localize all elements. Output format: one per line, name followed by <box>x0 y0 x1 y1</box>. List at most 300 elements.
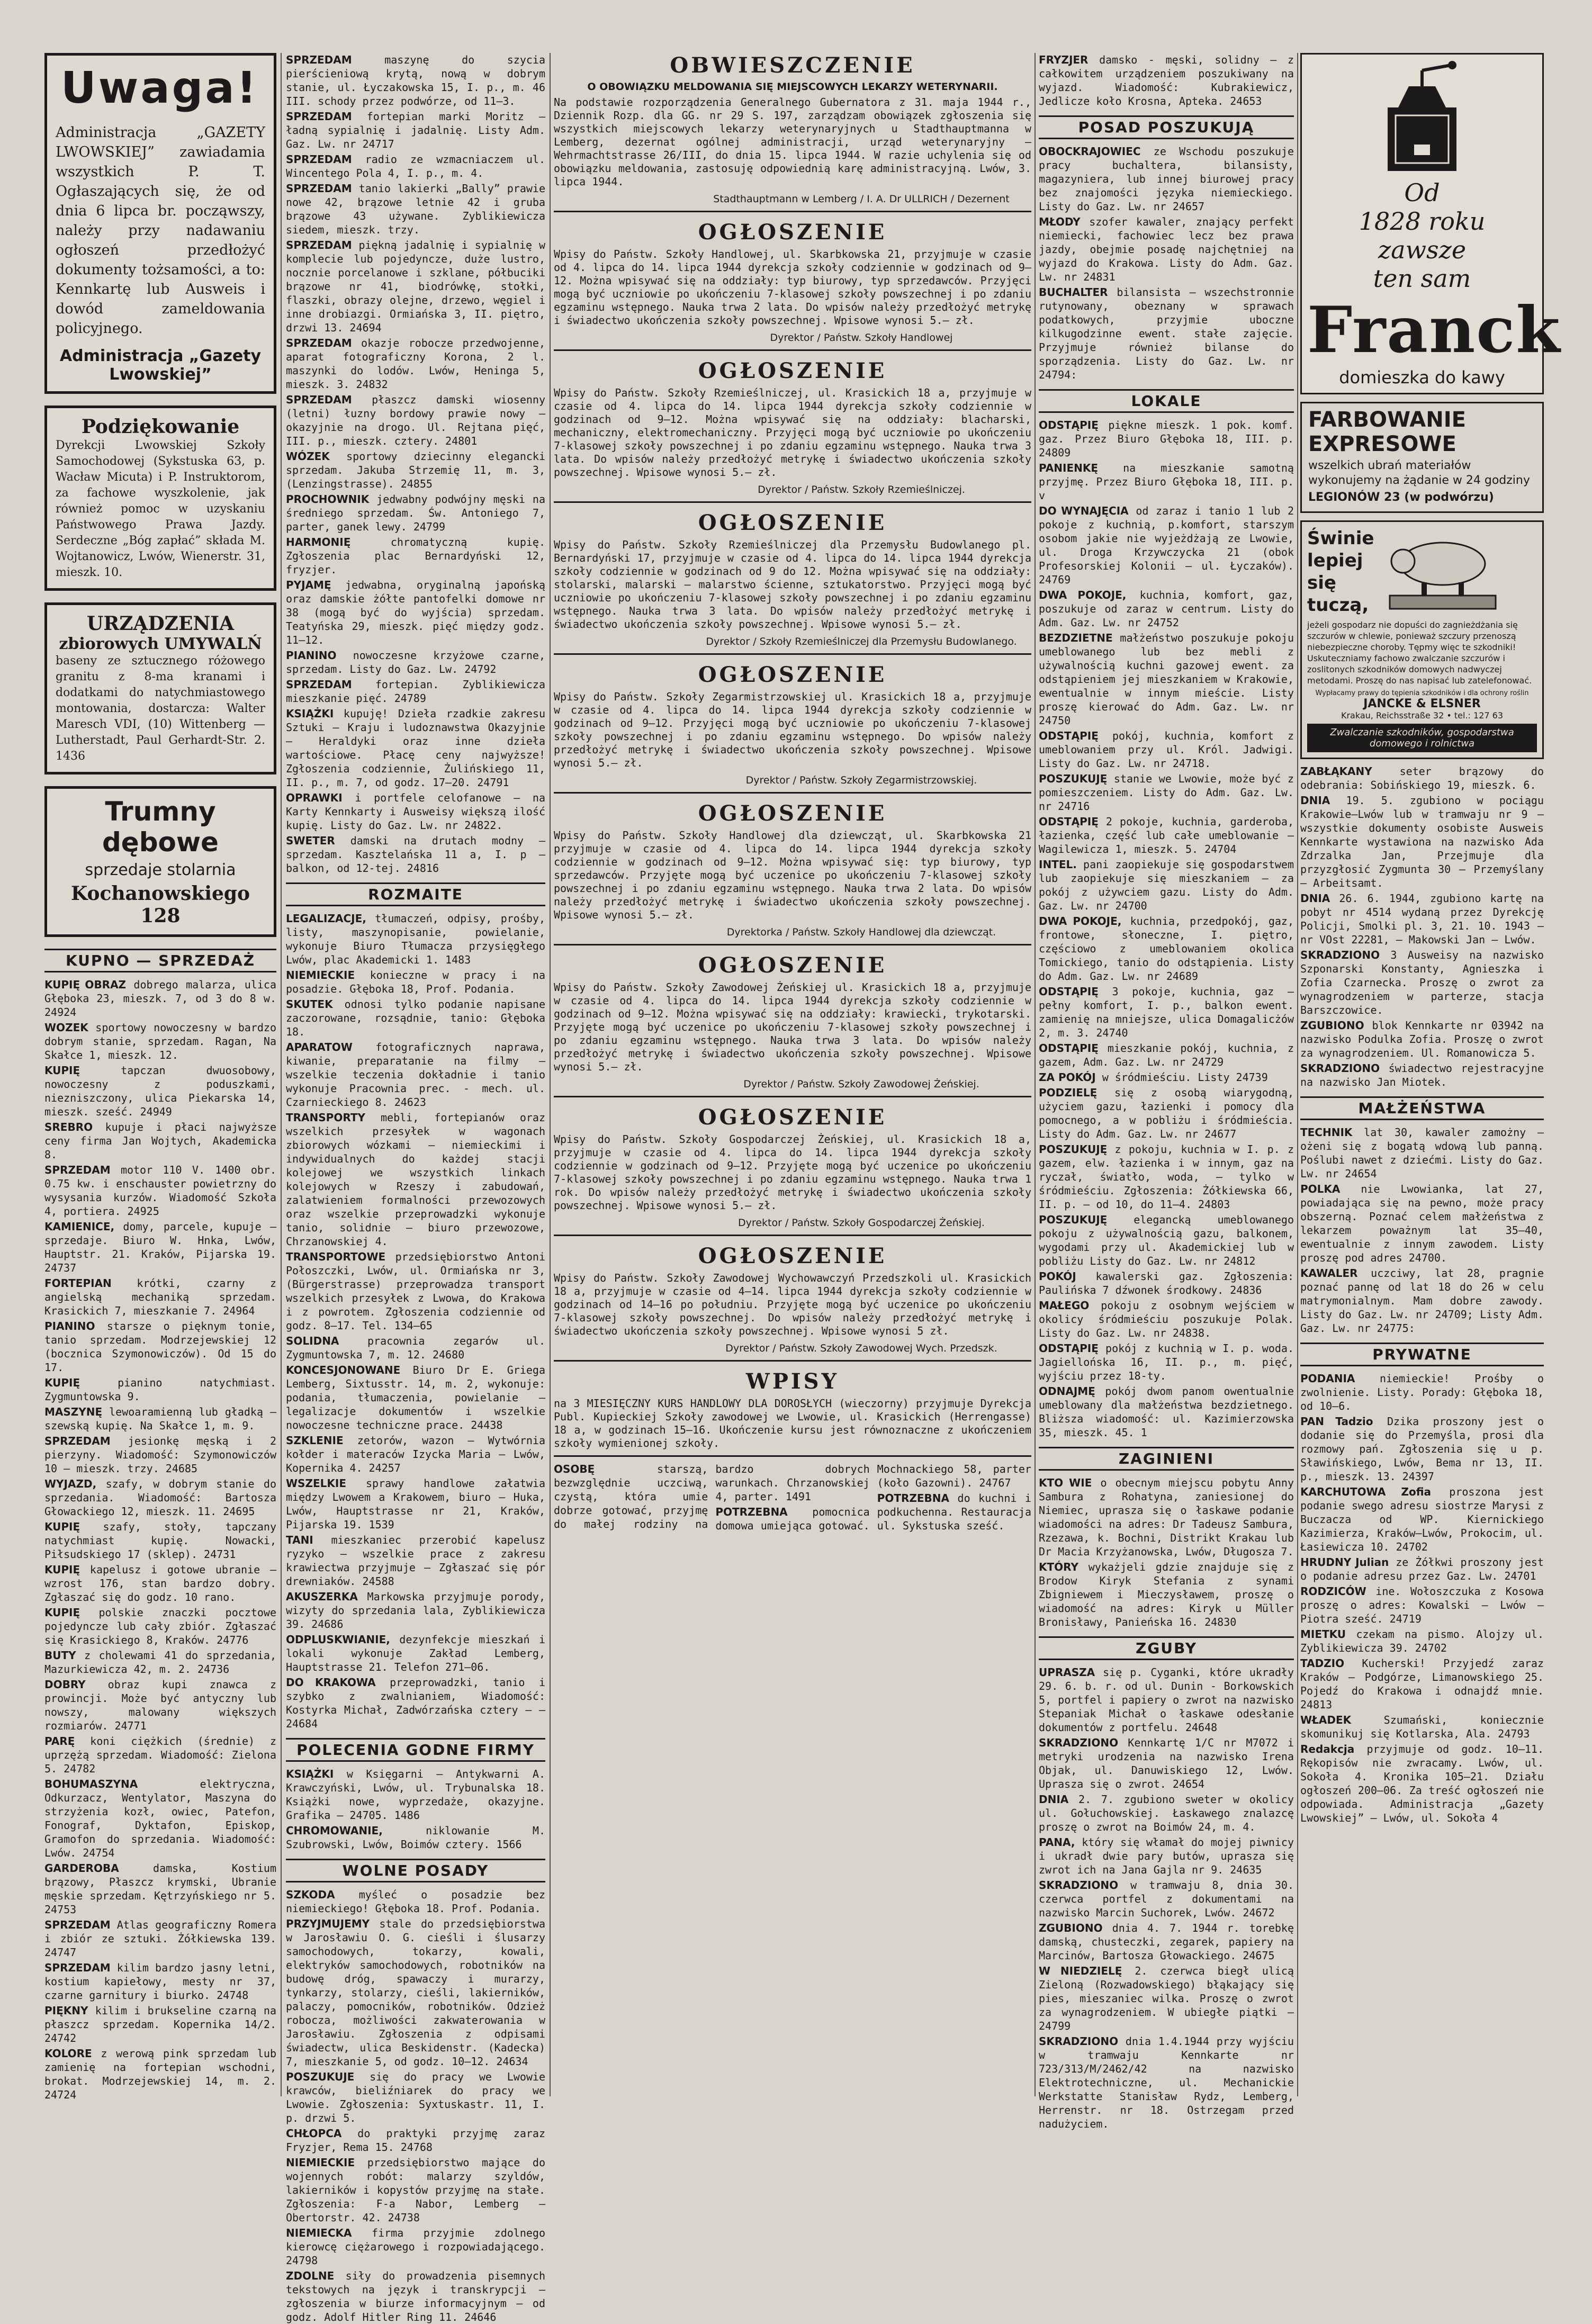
jancke-tagline: Wypłacamy prawy do tępienia szkodników i dla ochrony roślin <box>1315 689 1529 697</box>
announcement-title: OGŁOSZENIE <box>698 1244 887 1268</box>
classified-ad <box>1039 215 1294 284</box>
ad-text: kilim bardzo jasny letni, kostium kapiełowy, mesty nr 37, czarne garnitury i biurko. 24748 <box>44 1961 276 2002</box>
ad-keyword: SZKLENIE <box>286 1434 344 1447</box>
farbowanie-body: wszelkich ubrań materiałów wykonujemy na żądanie w 24 godziny <box>1308 459 1530 487</box>
ad-keyword: PAN Tadzio <box>1300 1415 1373 1428</box>
classified-ad <box>44 978 276 1019</box>
ad-text: kupuję! Dzieła rzadkie zakresu Sztuki — Kraju i ludoznawstwa Okazyjnie — Heraldyki oraz inne dzieła wartościowe. Płacę ceny najwyższe! Zgłoszenia codziennie, Żulińskiego 11, II. p., m. 7, od godz. 17—20. 24791 <box>286 707 545 789</box>
classified-list <box>286 53 545 875</box>
divider <box>554 944 1031 945</box>
ad-text: lat 30, kawaler zamożny — ożeni się z bogatą wdową lub panną. Poślubi nawet z dziećmi. Listy do Gaz. Lw. nr 24654 <box>1300 1126 1544 1180</box>
classified-ad <box>1300 1266 1544 1335</box>
ad-text: elegancką umeblowanego pokoju z używalnością gazu, balkonem, wygodami przy ul. Akademickiej lub w pobliżu Listy do Gaz. Lw. nr 24812 <box>1039 1213 1294 1267</box>
ad-keyword: KUPIĘ <box>44 1376 80 1389</box>
ad-keyword: RODZICÓW <box>1300 1585 1366 1598</box>
classified-ad <box>1039 2034 1294 2131</box>
classified-ad <box>286 1434 545 1475</box>
announcement-title: OGŁOSZENIE <box>698 953 887 978</box>
ad-text: myśleć o posadzie bez niemieckiego! Głęboka 18. Prof. Podania. <box>286 1888 545 1915</box>
classified-ad <box>1039 1041 1294 1069</box>
ad-text: radio ze wzmacniaczem ul. Wincentego Pola 4, I. p., m. 4. <box>286 153 545 179</box>
announcement-signature: Dyrektor / Państw. Szkoły Zawodowej Żeńskiej. <box>743 1078 979 1090</box>
ad-text: maszynę do szycia pierścieniową krytą, nową w dobrym stanie, ul. Łyczakowska 15, I. p., m. 46 III. schody przez podwórze, od 11—3. <box>286 53 545 107</box>
ad-keyword: PRZYJMUJEMY <box>286 1917 370 1930</box>
classified-ad <box>1039 145 1294 213</box>
swinie-line-1: Świnie <box>1307 528 1374 549</box>
ad-text: się z osobą wiarygodną, użyciem gazu, łazienki i pomocy dla pomocnego, a w pobliżu i śródmieścia. Listy do Adm. Gaz. Lw. nr 24677 <box>1039 1086 1294 1140</box>
obwieszczenie-title: OBWIESZCZENIE <box>670 53 915 78</box>
ad-keyword: KUPIĘ OBRAZ <box>44 978 127 991</box>
ad-text: Kennkartę 1/C nr M7072 i metryki urodzenia na nazwisko Irena Objak, ul. Danuwiskiego 12, Lwów. Uprasza się o zwrot. 24654 <box>1039 1736 1294 1790</box>
classified-ad <box>1039 461 1294 502</box>
ad-keyword: SPRZEDAM <box>286 153 352 166</box>
ad-keyword: PIANINO <box>286 649 337 662</box>
ad-text: kupuje i płaci najwyższe ceny firma Jan Wojtych, Akademicka 8. <box>44 1121 276 1161</box>
section-heading: LOKALE <box>1039 389 1294 413</box>
ad-keyword: BEZDZIETNE <box>1039 632 1113 644</box>
classified-ad <box>877 1491 1031 1533</box>
classified-list <box>1300 1125 1544 1335</box>
classified-ad <box>286 152 545 180</box>
ad-keyword: KUPIĘ <box>44 1563 80 1576</box>
classified-ad <box>286 1111 545 1248</box>
ad-text: z cholewami 41 do sprzedania, Mazurkiewicza 42, m. 2. 24736 <box>44 1649 276 1676</box>
ad-keyword: W NIEDZIELĘ <box>1039 1965 1122 1977</box>
ad-keyword: KSIĄŻKI <box>286 707 334 720</box>
classified-ad <box>1039 1384 1294 1439</box>
announcement-body: Wpisy do Państw. Szkoły Zawodowej Żeńskiej ul. Krasickich 18 a, przyjmuje w czasie od 4. lipca do 14. lipca 1944 dyrekcja szkoły codziennie w godzinach od 9—12. Można wpisywać się na oddziały: krawiecki, trykotarski. Przyjęte mogą być uczenice po ukończeniu 7-klasowej szkoły powszechnej i po zdaniu egzaminu wstępnego. Nauka trwa 3 lata. Do wpisów należy przedłożyć metrykę i świadectwo ukończenia szkoły powszechnej. Wpisowe wynosi 5.— zł. <box>554 981 1031 1073</box>
trumny-subtitle: sprzedaje stolarnia <box>85 861 236 879</box>
ad-keyword: KUPIĘ <box>44 1520 80 1533</box>
classified-ad <box>1039 1835 1294 1877</box>
ad-text: stale do przedsiębiorstwa w Jarosławiu O. G. cieśli i ślusarzy samochodowych, tokarzy, kowali, elektryków samochodowych, robotników na budowę dróg, spawaczy i murarzy, tynkarzy, stolarzy, cieśli, lakierników, palaczy, pomocników, robotników. Odzież robocza, możliwości zakwaterowania w Jarosławiu. Zgłoszenia z odpisami świadectw, ulica Beskidenstr. (Kadecka) 7, mieszkanie 5, od godz. 10—12. 24634 <box>286 1917 545 2068</box>
announcement-title: WPISY <box>745 1369 840 1394</box>
ad-text: firma przyjmie zdolnego kierowcę ciężarowego i rozpowiadającego. 24798 <box>286 2227 545 2267</box>
divider <box>554 1360 1031 1362</box>
announcement-body: Wpisy do Państw. Szkoły Zegarmistrzowskiej ul. Krasickich 18 a, przyjmuje w czasie od 4. lipca do 14. lipca 1944 dyrekcja szkoły codziennie w godzinach od 9—12. Przyjęci mogą być uczniowie po ukończeniu 7-klasowej szkoły powszechnej i po zdaniu egzaminu wstępnego. Do wpisów należy przedłożyć metrykę i świadectwo ukończenia szkoły powszechnej. Wpisowe wynosi 5.— zł. <box>554 690 1031 769</box>
classified-ad <box>286 791 545 832</box>
column-rule <box>1297 53 1298 2096</box>
trumny-title: Trumny dębowe <box>102 796 219 858</box>
column-5 <box>1300 53 1561 2096</box>
classified-ad <box>1039 285 1294 382</box>
ad-keyword: WŁADEK <box>1300 1714 1352 1726</box>
classified-ad <box>44 1021 276 1062</box>
ad-text: zetorów, wazon — Wytwórnia kołder i materaców Izycka Maria — Lwów, Kopernika 4. 24257 <box>286 1434 545 1474</box>
classified-ad <box>286 1590 545 1631</box>
classified-ad <box>44 1376 276 1403</box>
ad-text: fortepian marki Moritz — ładną sypialnię i jadalnię. Listy Adm. Gaz. Lw. nr 24717 <box>286 110 545 150</box>
ad-keyword: MŁODY <box>1039 215 1081 228</box>
franck-line-1: Od <box>1404 178 1440 207</box>
classified-ad <box>286 1363 545 1432</box>
announcement-title: OGŁOSZENIE <box>698 220 887 245</box>
ad-keyword: PANA, <box>1039 1836 1075 1849</box>
section-heading: WOLNE POSADY <box>286 1859 545 1882</box>
classified-ad <box>1300 1125 1544 1181</box>
classified-ad <box>1039 631 1294 727</box>
ad-keyword: APARATOW <box>286 1041 353 1053</box>
section-heading: POLECENIA GODNE FIRMY <box>286 1738 545 1762</box>
ad-text: do kuchni i podkuchenna. Restauracja ul. Sykstuska sześć. <box>877 1492 1031 1532</box>
announcement-body: Wpisy do Państw. Szkoły Rzemieślniczej, ul. Krasickich 18 a, przyjmuje w czasie od 4. lipca do 14. lipca 1944 dyrekcja szkoły codziennie w godzinach od 9—12. Można wpisywać się na oddziały: blacharski, mechaniczny, elektromechaniczny. Przyjęci mogą być uczniowie po ukończeniu 7-klasowej szkoły powszechnej i po zdaniu egzaminu wstępnego. Nauka trwa 3 lata. Do wpisów należy przedłożyć metrykę i świadectwo ukończenia szkoły powszechnej. Wpisowe wynosi 5.— zł. <box>554 386 1031 479</box>
ad-keyword: MASZYNĘ <box>44 1406 103 1418</box>
ad-keyword: ODNAJMĘ <box>1039 1385 1095 1398</box>
ad-keyword: KTÓRY <box>1039 1561 1078 1573</box>
classified-ad <box>286 968 545 996</box>
announcement-title: OGŁOSZENIE <box>698 662 887 687</box>
ad-keyword: LEGALIZACJE, <box>286 912 366 925</box>
classified-ad <box>286 110 545 151</box>
ad-keyword: BUCHALTER <box>1039 286 1108 299</box>
ad-text: piękne mieszk. 1 pok. komf. gaz. Przez Biuro Głęboka 18, III. p. 24809 <box>1039 419 1294 459</box>
ad-text: fortepian. Zyblikiewicza mieszkanie pięć. 24789 <box>286 678 545 705</box>
ad-keyword: DNIA <box>1300 892 1330 905</box>
column-rule <box>1035 53 1036 2096</box>
ad-keyword: SKRADZIONO <box>1039 1736 1119 1749</box>
ad-text: starsze o pięknym tonie, tanio sprzedam. Modrzejewskiej 12 (bocznica Szymonowiczów). Od 15 do 17. <box>44 1320 276 1374</box>
classified-ad <box>1039 1086 1294 1141</box>
classified-ad <box>286 1250 545 1332</box>
ad-text: siły do prowadzenia pisemnych tekstowych na język i transkrypcji — zgłoszenia w biurze informacyjnym — od godz. Adolf Hitler Ring 11. 24646 <box>286 2269 545 2323</box>
franck-line-3: zawsze <box>1378 236 1467 264</box>
classified-ad <box>1300 1019 1544 1060</box>
announcement-title: OGŁOSZENIE <box>698 510 887 535</box>
ad-text: proszona jest podanie swego adresu siostrze Marysi z Buczacza od WP. Kiernickiego Kazimierza, Kraków—Lwów, Prokocim, ul. Łasiewicza 10. 24702 <box>1300 1485 1544 1553</box>
ad-text: Kucherski! Przyjedź zaraz Kraków — Podgórze, Limanowskiego 25. Pojedź do Krakowa i odnajdź mnie. 24813 <box>1300 1657 1544 1711</box>
classified-ad <box>44 1563 276 1604</box>
ad-keyword: PROCHOWNIK <box>286 493 370 506</box>
section-heading: MAŁŻEŃSTWA <box>1300 1096 1544 1120</box>
column-4 <box>1039 53 1294 2130</box>
ad-keyword: DO WYNAJĘCIA <box>1039 505 1129 517</box>
ad-text: uczciwy, lat 28, pragnie poznać pannę od lat 18 do 26 w celu matrymonialnym. Mam dobre zawody. Listy do Gaz. Lw. nr 24709; Listy Adm. Gaz. Lw. nr 24775: <box>1300 1267 1544 1335</box>
ad-text: kapelusz i gotowe ubranie — wzrost 176, stan bardzo dobry. Zgłaszać się do godz. 10 rano. <box>44 1563 276 1604</box>
classified-ad <box>1300 1742 1544 1825</box>
ad-text: w Księgarni — Antykwarni A. Krawczyński, Lwów, ul. Trybunalska 18. Książki nowe, wyprzedaże, okazyjne. Grafika — 24705. 1486 <box>286 1768 545 1822</box>
ad-text: dnia 4. 7. 1944 r. torebkę damską, chusteczki, zegarek, papiery na Marcinów, Bartosza Głowackiego. 24675 <box>1039 1922 1294 1962</box>
classified-ad <box>1039 504 1294 587</box>
ad-keyword: POSZUKUJE <box>286 2070 355 2083</box>
ad-text: kawalerski gaz. Zgłoszenia: Paulińska 7 dźwonek środkowy. 24836 <box>1039 1270 1294 1296</box>
ad-text: chromatyczną kupię. Zgłoszenia plac Bernardyński 12, fryzjer. <box>286 536 545 576</box>
ad-keyword: PODZIELĘ <box>1039 1086 1098 1099</box>
classified-ad <box>1039 1878 1294 1920</box>
classified-ad <box>44 1405 276 1433</box>
ad-keyword: ZGUBIONO <box>1039 1922 1103 1934</box>
ad-keyword: ODSTĄPIĘ <box>1039 1342 1099 1355</box>
ad-keyword: SPRZEDAM <box>286 182 352 195</box>
ad-text: domy, parcele, kupuje — sprzedaje. Biuro W. Hnka, Lwów, Hauptstr. 21. Kraków, Pijarska 19. 24737 <box>44 1220 276 1274</box>
classified-ad <box>286 535 545 577</box>
classified-ad <box>1039 772 1294 813</box>
classified-ad <box>1039 1560 1294 1629</box>
ad-keyword: TANI <box>286 1534 313 1546</box>
obwieszczenie-signature: Stadthauptmann w Lemberg / I. A. Dr ULLRICH / Dezernent <box>713 193 1010 205</box>
divider <box>554 653 1031 655</box>
ad-keyword: POKÓJ <box>1039 1270 1076 1283</box>
announcement-body: Wpisy do Państw. Szkoły Gospodarczej Żeńskiej, ul. Krasickich 18 a, przyjmuje w czasie od 4. lipca do 14. lipca 1944 dyrekcja szkoły codziennie w godzinach od 9—12. Przyjęte mogą być uczenice po ukończeniu 7-klasowej szkoły powszechnej i po zdaniu egzaminu wstępnego. Nauka trwa 1 rok. Do wpisów należy przedłożyć metrykę i świadectwo ukończenia szkoły powszechnej. Wpisowe wynosi 5.— zł. <box>554 1133 1031 1212</box>
ad-keyword: DWA POKOJE, <box>1039 589 1127 601</box>
ad-text: kilim i brukseline czarną na płaszcz sprzedam. Kopernika 14/2. 24742 <box>44 2004 276 2044</box>
ad-keyword: PANIENKĘ <box>1039 462 1099 474</box>
jancke-address: Krakau, Reichsstraße 32 • tel.: 127 63 <box>1341 710 1503 720</box>
ad-keyword: ZGUBIONO <box>1300 1019 1364 1032</box>
classified-ad <box>1039 985 1294 1040</box>
ad-text: Atlas geograficzny Romera i zbiór ze sztuki. Żółkiewska 139. 24747 <box>44 1918 276 1959</box>
classified-ad <box>1039 1736 1294 1791</box>
urzadzenia-ad <box>44 602 276 774</box>
ad-text: sportowy nowoczesny w bardzo dobrym stanie, sprzedam. Ragan, Na Skałce 1, mieszk. 12. <box>44 1021 276 1061</box>
classified-ad <box>1039 1070 1294 1084</box>
classified-ad <box>44 1777 276 1860</box>
coffee-grinder-icon <box>1377 60 1467 176</box>
section-heading: KUPNO — SPRZEDAŻ <box>44 949 276 972</box>
classified-ad <box>286 449 545 491</box>
ad-text: seter brązowy do odebrania: Sobińskiego 19, mieszk. 6. <box>1300 765 1544 791</box>
classified-ad <box>1300 1415 1544 1483</box>
ad-keyword: POSZUKUJĘ <box>1039 772 1108 785</box>
swinie-line-2: lepiej <box>1307 550 1363 571</box>
section-heading: POSAD POSZUKUJĄ <box>1039 115 1294 139</box>
ad-keyword: BUTY <box>44 1649 76 1662</box>
ad-keyword: KONCESJONOWANE <box>286 1364 401 1376</box>
divider <box>554 792 1031 794</box>
ad-keyword: TADZIO <box>1300 1657 1345 1670</box>
ad-keyword: SOLIDNA <box>286 1335 339 1347</box>
trumny-address: Kochanowskiego 128 <box>70 882 250 927</box>
classified-ad <box>1039 53 1294 108</box>
ad-text: koni ciężkich (średnie) z uprzężą sprzedam. Wiadomość: Zielona 5. 24782 <box>44 1735 276 1775</box>
ad-text: elektryczna, Odkurzacz, Wentylator, Maszyna do strzyżenia kozł, owiec, Patefon, Fonograf, Dyktafon, Episkop, Gramofon do sprzedania. Wiadomość: Lwów. 24754 <box>44 1778 276 1859</box>
ad-text: mebli, fortepianów oraz wszelkich przesyłek w wagonach zbiorowych wózkami — niemieckimi i indywidualnych do każdej stacji kolejowej we wszystkich linkach kolejowych w Rzeszy i zabudowań, zalatwieniem formalności przewozowych oraz wszelkie przeprowadzki wykonuje tanio, solidnie — biuro przewozowe, Chrzanowskiej 4. <box>286 1111 545 1248</box>
announcement-signature: Dyrektor / Państw. Szkoły Zegarmistrzowskiej. <box>745 774 977 786</box>
ad-keyword: WYJAZD, <box>44 1478 97 1490</box>
ad-keyword: AKUSZERKA <box>286 1590 358 1603</box>
ad-text: mieszkaniec przerobić kapelusz ryzyko — wszelkie prace z zakresu krawiectwa przyjmuje — Zgłaszać się pór drewniaków. 24588 <box>286 1534 545 1588</box>
ad-keyword: ODSTĄPIĘ <box>1039 419 1099 431</box>
classified-ad <box>1039 1341 1294 1383</box>
franck-subtitle: domieszka do kawy <box>1339 367 1505 388</box>
classified-ad <box>44 1319 276 1374</box>
column-rule <box>281 53 282 2096</box>
ad-text: pani zaopiekuje się gospodarstwem lub zaopiekuje się mieszkaniem — za pokój z używciem gazu. Listy do Adm. Gaz. Lw. nr 24700 <box>1039 858 1294 912</box>
classified-ad <box>1300 1372 1544 1413</box>
classified-ad <box>44 1220 276 1275</box>
franck-line-4: ten sam <box>1373 264 1471 293</box>
ad-keyword: DNIA <box>1300 794 1330 807</box>
ad-keyword: SPRZEDAM <box>286 678 352 691</box>
announcement-signature: Dyrektor / Państw. Szkoły Gospodarczej Żeńskiej. <box>738 1217 985 1229</box>
classified-ad <box>44 1961 276 2002</box>
ad-keyword: TRANSPORTOWE <box>286 1250 386 1263</box>
ad-text: tanio lakierki „Bally” prawie nowe 42, brązowe letnie 42 i gruba brązowe 43 używane. Zyblikiewicza siedem, mieszk. trzy. <box>286 182 545 236</box>
ad-text: o obecnym miejscu pobytu Anny Sambura z Rohatyna, zaniesionej do Niemiec, uprasza się o łaskawe podanie wiadomości na adres: Dr Tadeusz Sambura, Rzezawa, k. Bochni, Distrikt Krakau lub Dr Macia Krzyżanowska, Lwów, Długosza 7. <box>1039 1476 1294 1558</box>
ad-keyword: TECHNIK <box>1300 1126 1353 1139</box>
classified-ad <box>286 1334 545 1362</box>
obwieszczenie-body: Na podstawie rozporządzenia Generalnego Gubernatora z 31. maja 1944 r., Dziennik Rozp. dla GG. nr 29 S. 197, zarządzam obowiązek zgłoszenia się wszystkich miejscowych lekarzy weterynaryjnych u Stadthauptmanna w Lemberg, dezernat ogólnej administracji, urząd weterynaryjny — Wehrmachtstrasse 26/III, do dnia 15. lipca 1944. W razie uchylenia się od obowiązku meldowania, zastosuję odpowiednią karę administracyjną. Lwów, 3. lipca 1944. <box>554 96 1031 188</box>
classified-ad <box>1300 764 1544 792</box>
uwaga-signature: Administracja „Gazety Lwowskiej” <box>59 347 262 384</box>
classified-ad <box>44 1434 276 1475</box>
classified-ad <box>1039 1792 1294 1834</box>
ad-text: pokój dwom panom owentualnie umeblowany dla małżeństwa bezdzietnego. Bliższa wiadomość: ul. Kazimierzowska 35, mieszk. 45. 1 <box>1039 1385 1294 1439</box>
ad-text: 3 pokoje, kuchnia, gaz — pełny komfort, I. p., balkon ewent. zamienię na mniejsze, ulica Domagalicżów 2, m. 3. 24740 <box>1039 985 1294 1039</box>
ad-keyword: HRUDNY Julian <box>1300 1556 1389 1569</box>
ad-text: niklowanie M. Szubrowski, Lwów, Boimów cztery. 1566 <box>286 1824 545 1851</box>
classified-ad <box>44 1276 276 1318</box>
ad-keyword: SKRADZIONO <box>1300 1062 1380 1075</box>
ad-text: bilansista — wszechstronnie rutynowany, obeznany w sprawach podatkowych, przyjmie uboczne kilkugodzinne ewent. stałe zajęcie. Przyjmuje również bilanse do sporządzenia. Listy do Gaz. Lw. nr 24794: <box>1039 286 1294 381</box>
classified-ad <box>44 1606 276 1647</box>
classified-list <box>286 1767 545 1851</box>
ad-text: z pokoju, kuchnia w I. p. z gazem, elw. łazienka i w innym, gaz na ryczał, światło, woda, — tylko w śródmieściu. Zgłoszenia: Żółkiewska 66, II. p. — od 10, do 11—4. 24803 <box>1039 1143 1294 1211</box>
ad-keyword: GARDEROBA <box>44 1862 119 1875</box>
classified-ad <box>286 2226 545 2267</box>
classified-ad <box>44 1649 276 1676</box>
ad-keyword: ZDOLNE <box>286 2269 335 2282</box>
classified-ad <box>286 336 545 391</box>
classified-ad <box>44 1861 276 1916</box>
ad-keyword: WOZEK <box>44 1021 88 1034</box>
ad-text: stanie we Lwowie, może być z pomieszczeniem. Listy do Adm. Gaz. Lw. nr 24716 <box>1039 772 1294 813</box>
uwaga-body: Administracja „GAZETY LWOWSKIEJ” zawiadamia wszystkich P. T. Ogłaszających się, że od dnia 6 lipca br. począwszy, należy przy nadawaniu ogłoszeń przedłożyć dokumenty tożsamości, a to: Kennkartę lub Ausweis i dowód zameldowania policyjnego. <box>56 124 265 337</box>
ad-keyword: TRANSPORTY <box>286 1111 365 1124</box>
ad-text: szofer kawaler, znający perfekt niemiecki, fachowiec lecz bez prawa jazdy, obejmie posadę najchętniej na wyjazd do Krakowa. Listy do Adm. Gaz. Lw. nr 24831 <box>1039 215 1294 283</box>
ad-keyword: FRYZJER <box>1039 53 1089 66</box>
ad-text: przedsiębiorstwo mające do wojennych robót: malarzy szyldów, lakierników i kopystów przyjmę na stałe. Zgłoszenia: F-a Nabor, Lemberg — Obertorstr. 42. 24738 <box>286 2156 545 2224</box>
classified-ad <box>286 53 545 108</box>
ad-keyword: KUPIĘ <box>44 1064 80 1077</box>
ad-keyword: POTRZEBNA <box>877 1492 949 1505</box>
ad-text: damski na drutach modny — sprzedam. Kasztelańska 11 a, I. p — balkon, od 12-tej. 24816 <box>286 834 545 875</box>
ad-keyword: KSIĄŻKI <box>286 1768 334 1780</box>
ad-keyword: KAMIENICE, <box>44 1220 115 1233</box>
ad-keyword: SKRADZIONO <box>1300 949 1380 961</box>
ad-text: motor 110 V. 1400 obr. 0.75 kw. i enschauster powietrzny do wysysania kurzów. Wiadomość Szkoła 4, portiera. 24925 <box>44 1164 276 1218</box>
announcement-signature: Dyrektor / Państw. Szkoły Handlowej <box>770 332 953 344</box>
announcement-signature: Dyrektor / Państw. Szkoły Zawodowej Wych. Przedszk. <box>725 1343 997 1354</box>
classified-ad <box>286 1676 545 1731</box>
ad-text: blok Kennkarte nr 03942 na nazwisko Podulka Zofia. Proszę o zwrot za wynagrodzeniem. Ul. Romanowicza 5. <box>1300 1019 1544 1059</box>
ad-text: mieszkanie pokój, kuchnia, z gazem, Adm. Gaz. Lw. nr 24729 <box>1039 1042 1294 1068</box>
ad-text: krótki, czarny z angielską mechaniką sprzedam. Krasickich 7, mieszkanie 7. 24964 <box>44 1277 276 1317</box>
classified-ad <box>286 1476 545 1532</box>
urzadzenia-title: URZĄDZENIA <box>86 612 235 635</box>
ad-keyword: PIĘKNY <box>44 2004 88 2017</box>
swinie-line-4: tuczą, <box>1307 594 1369 616</box>
ad-text: do praktyki przyjmę zaraz Fryzjer, Rema 15. 24768 <box>286 2127 545 2154</box>
classified-list <box>286 912 545 1731</box>
classified-ad <box>44 1734 276 1776</box>
divider <box>554 501 1031 503</box>
classified-ad <box>1300 794 1544 890</box>
ad-text: fotograficznych naprawa, kiwanie, preparatanie na filmy — wszelkie teczenia dokładnie i tanio wykonuje Pracownia prec. - mech. ul. Czarnieckiego 8. 24623 <box>286 1041 545 1109</box>
classified-ad <box>286 2156 545 2224</box>
divider <box>554 1455 1031 1457</box>
announcement-body: Wpisy do Państw. Szkoły Handlowej dla dziewcząt, ul. Skarbkowska 21 przyjmuje w czasie od 4. lipca do 14. lipca 1944 dyrekcja szkoły codziennie w godzinach od 9—12. Można wpisywać się: typ biurowy, typ sprzedawców. Przyjęte mogą być uczenice po ukończeniu 7-klasowej szkoły powszechnej i po zdaniu egzaminu wstępnego. Nauka trwa 2 lata. Do wpisów należy przedłożyć metrykę i świadectwo ukończenia szkoły powszechnej. Wpisowe wynosi 5.— zł. <box>554 829 1031 921</box>
classified-ad <box>1300 1627 1544 1655</box>
ad-text: polskie znaczki pocztowe pojedyncze lub cały zbiór. Zgłaszać się Krasickiego 8, Kraków. 24776 <box>44 1606 276 1646</box>
ad-text: odnosi tylko podanie napisane zaczorowane, rozsądnie, tanio: Głęboka 18. <box>286 998 545 1038</box>
announcement-signature: Dyrektorka / Państw. Szkoły Handlowej dla dziewcząt. <box>726 926 996 938</box>
ad-text: ze Wschodu poszukuje pracy buchaltera, bilansisty, magazyniera, lub innej biurowej pracy bez znajomości języka niemieckiego. Listy do Gaz. Lw. nr 24657 <box>1039 145 1294 213</box>
classified-ad <box>1039 914 1294 983</box>
ad-text: się do pracy we Lwowie krawców, bieliźniarek do pracy we Lwowie. Zgłoszenia: Syxtuskastr. 11, I. p. drzwi 5. <box>286 2070 545 2124</box>
ad-keyword: ODSTĄPIĘ <box>1039 985 1099 998</box>
ad-keyword: WÓZEK <box>286 450 330 463</box>
section-heading: ROZMAITE <box>286 882 545 906</box>
ad-text: przyjmuje od godz. 10—11. Rękopisów nie zwracamy. Lwów, ul. Sokoła 4. Kronika 105—21. Działu ogłoszeń 200—06. Za treść ogłoszeń nie odpowiada. Administracja „Gazety Lwowskiej” — Lwów, ul. Sokoła 4 <box>1300 1743 1544 1824</box>
ad-text: przeprowadzki, tanio i szybko z zwalnianiem, Wiadomość: Kostyrka Michał, Zadwórzańska cztery — — 24684 <box>286 1676 545 1730</box>
ad-text: dobrego malarza, ulica Głęboka 23, mieszk. 7, od 3 do 8 w. 24924 <box>44 978 276 1019</box>
classified-ad <box>286 997 545 1039</box>
ad-keyword: SWETER <box>286 834 335 847</box>
classified-ad <box>286 578 545 647</box>
classified-ad <box>286 912 545 967</box>
ad-text: świadectwo rejestracyjne na nazwisko Jan Miotek. <box>1300 1062 1544 1088</box>
ad-keyword: UPRASZA <box>1039 1666 1095 1679</box>
trumny-ad <box>44 786 276 937</box>
column-3 <box>554 53 1031 2096</box>
ad-text: starszą, bezwzględnie uczciwą, czystą, która umie dobrze gotować, przyjmę do małej rodziny na bardzo dobrych warunkach. Chrzanowskiej 4, parter. 1491 <box>554 1463 870 1530</box>
jancke-bar: Zwalczanie szkodników, gospodarstwa domowego i rolnictwa <box>1307 724 1537 752</box>
ad-text: 2 pokoje, kuchnia, garderoba, łazienka, część lub całe umeblowanie — Wagilewicza 1, mieszk. 5. 24704 <box>1039 815 1294 855</box>
ad-text: pokój z kuchnią w I. p. woda. Jagiellońska 16, II. p., m. pięć, wyjściu przez 18-ty. <box>1039 1342 1294 1382</box>
ad-keyword: POTRZEBNA <box>715 1506 788 1518</box>
ad-keyword: ODSTĄPIĘ <box>1039 1042 1099 1055</box>
ad-text: szafy, w dobrym stanie do sprzedania. Wiadomość: Bartosza Głowackiego 12, mieszk. 11. 24695 <box>44 1478 276 1518</box>
classified-ad <box>286 2070 545 2125</box>
ad-text: 26. 6. 1944, zgubiono kartę na pobyt nr 4514 wydaną przez Dyrekcję Policji, Smolki pl. 3, 21. 10. 1943 — nr VOst 22281, — Makowski Jan — Lwów. <box>1300 892 1544 946</box>
classified-ad <box>1039 1665 1294 1734</box>
classified-ad <box>1039 1476 1294 1559</box>
uwaga-notice <box>44 53 276 394</box>
classified-ad <box>1300 948 1544 1017</box>
ad-keyword: CHŁOPCA <box>286 2127 342 2140</box>
classified-ad <box>1039 1142 1294 1211</box>
ad-text: nie Lwowianka, lat 27, powiadająca się na pewno, może pracy obszerną. Poznać celem małżeństwa z lekarzem poważnym lat 35—40, ewentualnie z innym zawodem. Listy proszę pod adres 24700. <box>1300 1183 1544 1264</box>
classified-ad <box>1039 588 1294 629</box>
classified-list <box>1039 53 1294 108</box>
ad-keyword: WSZELKIE <box>286 1477 346 1490</box>
ad-text: Markowska przyjmuje porody, wizyty do sprzedania lala, Zyblikiewicza 39. 24686 <box>286 1590 545 1631</box>
classified-ad <box>1300 1656 1544 1712</box>
ad-keyword: SPRZEDAM <box>286 53 352 66</box>
ad-keyword: NIEMIECKIE <box>286 969 355 981</box>
pig-illustration-icon <box>1379 532 1501 611</box>
classified-ad <box>1300 1584 1544 1626</box>
classified-ad <box>1300 891 1544 947</box>
classified-ad <box>286 1824 545 1851</box>
ad-keyword: PARĘ <box>44 1735 75 1747</box>
ad-keyword: SPRZEDAM <box>44 1435 111 1447</box>
ad-keyword: SKUTEK <box>286 998 333 1011</box>
ad-text: damsko - męski, solidny — z całkowitem urządzeniem poszukiwany na wyjazd. Wiadomość: Kubrakiewicz, Jedlicze koło Krosna, Apteka. 24653 <box>1039 53 1294 107</box>
classified-list <box>554 1462 1031 1533</box>
classified-ad <box>286 1888 545 1915</box>
ad-text: jedwabna, oryginalną japońską oraz damskie żółte pantofelki domowe nr 38 (mogą być do wyjścia) sprzedam. Teatyńska 29, mieszk. pięć między godz. 11—12. <box>286 579 545 646</box>
classified-ad <box>44 2004 276 2045</box>
ad-text: sprawy handlowe załatwia między Lwowem a Krakowem, biuro — Huka, Lwów, Hauptstrasse nr 21, Kraków, Pijarska 19. 1539 <box>286 1477 545 1531</box>
classified-ad <box>1039 1964 1294 2033</box>
farbowanie-ad <box>1300 402 1544 513</box>
announcement-title: OGŁOSZENIE <box>698 358 887 383</box>
classified-ad <box>1300 1182 1544 1265</box>
swinie-ad <box>1300 520 1544 759</box>
announcement-body: Wpisy do Państw. Szkoły Handlowej, ul. Skarbkowska 21, przyjmuje w czasie od 4. lipca do 14. lipca 1944 dyrekcja szkoły codziennie w godzinach od 9—12. Można wpisywać się na oddziały: typ biurowy, typ sprzedawców. Przyjęci mogą być uczniowie po ukończeniu 7-klasowej szkoły powszechnej i po zdaniu egzaminu wstępnego. Nauka trwa 2 lata. Do wpisów należy przedłożyć metrykę i świadectwo ukończenia szkoły powszechnej. Wpisowe wynosi 5.— zł. <box>554 248 1031 327</box>
classified-ad <box>44 2047 276 2102</box>
